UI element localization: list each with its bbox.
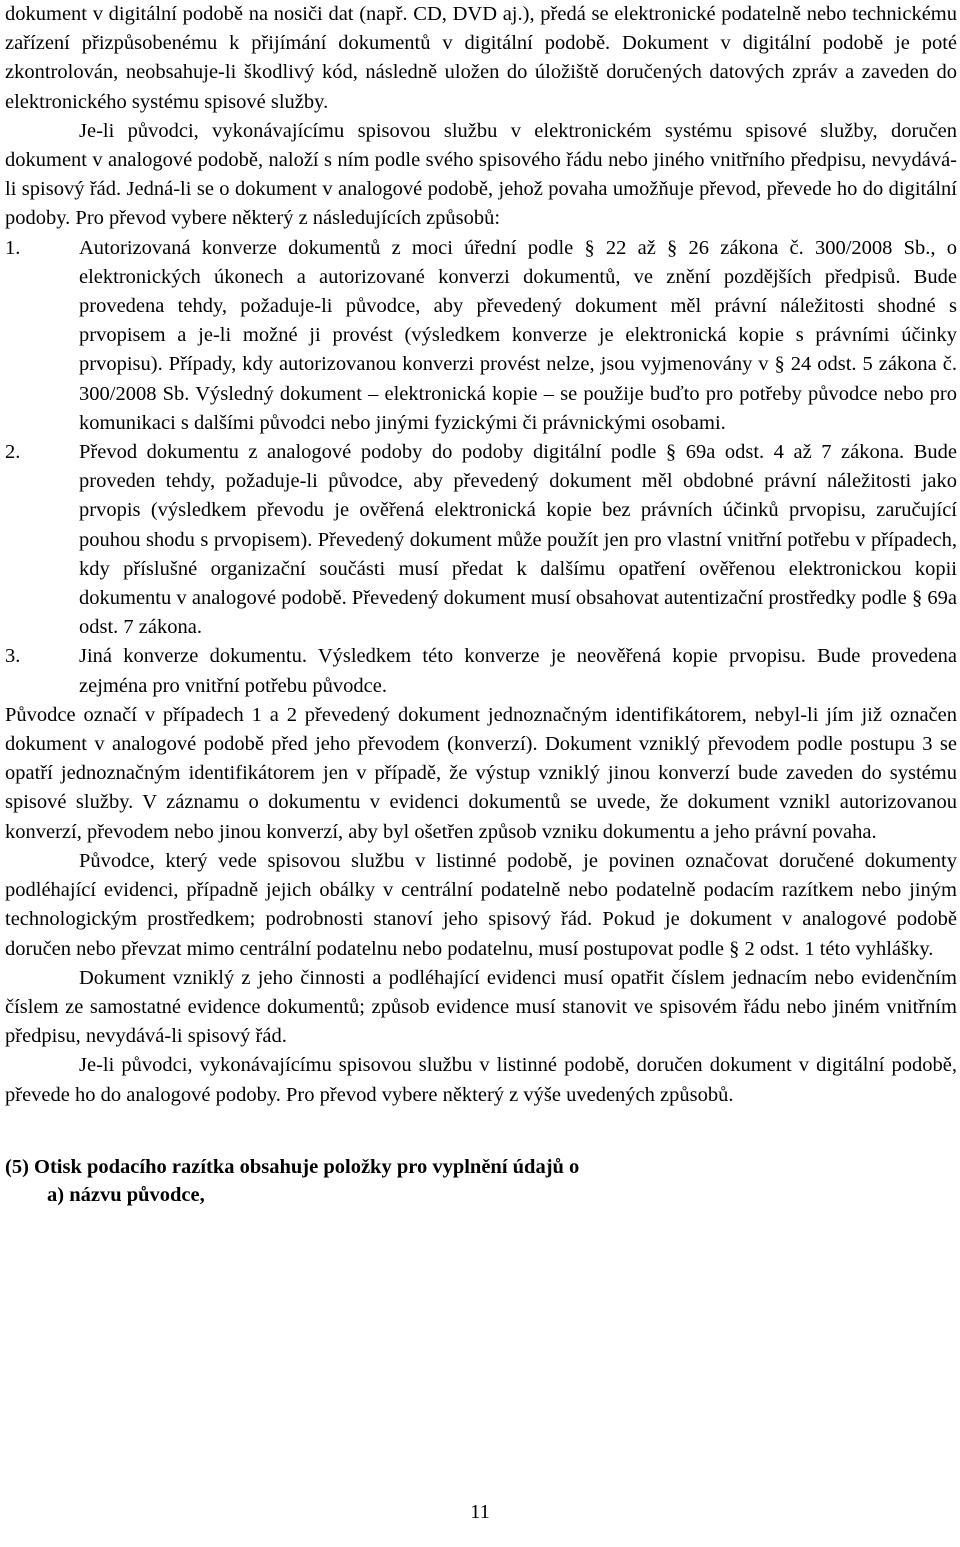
paragraph-analog-document: Je-li původci, vykonávajícímu spisovou službu v elektronickém systému spisové služby, doručen dokument v analogové podobě, naloží s ním podle svého spisového řádu nebo jiného vnitřního předpisu, nevydává-li spisový řád. Jedná-li se o dokument v analogové podobě, jehož povaha umožňuje převod, převede ho do digitální podoby. Pro převod vybere některý z následujících způsobů: xyxy=(5,119,957,230)
paragraph-continuation: dokument v digitální podobě na nosiči dat (např. CD, DVD aj.), předá se elektronické podatelně nebo technickému zařízení přizpůsobenému k přijímání dokumentů v digitální podobě. Dokument v digitální podobě je poté zkontrolován, neobsahuje-li škodlivý kód, následně uložen do úložiště doručených datových zpráv a zaveden do elektronického systému spisové služby. xyxy=(5,3,957,113)
list-item xyxy=(5,234,957,438)
list-item-text: Jiná konverze dokumentu. Výsledkem této konverze je neověřená kopie prvopisu. Bude provedena zejména pro vnitřní potřebu původce. xyxy=(79,645,957,697)
section-subitem: a) názvu původce, xyxy=(47,1183,205,1206)
document-page xyxy=(5,0,957,1209)
list-item-number: 3. xyxy=(5,645,21,668)
conversion-methods-list xyxy=(5,234,957,701)
paragraph-digital-to-analog: Je-li původci, vykonávajícímu spisovou službu v listinné podobě, doručen dokument v digitální podobě, převede ho do analogové podoby. Pro převod vybere některý z výše uvedených způsobů. xyxy=(5,1054,957,1106)
section-heading: (5) Otisk podacího razítka obsahuje položky pro vyplnění údajů o xyxy=(5,1155,580,1178)
paragraph-reference-number: Dokument vzniklý z jeho činnosti a podléhající evidenci musí opatřit číslem jednacím nebo evidenčním číslem ze samostatné evidence dokumentů; způsob evidence musí stanovit ve spisovém řádu nebo jiném vnitřním předpisu, nevydává-li spisový řád. xyxy=(5,966,957,1048)
list-item-text: Autorizovaná konverze dokumentů z moci úřední podle § 22 až § 26 zákona č. 300/2008 Sb., o elektronických úkonech a autorizované konverzi dokumentů, ve znění pozdějších předpisů. Bude provedena tehdy, požaduje-li původce, aby převedený dokument měl právní náležitosti shodné s prvopisem a je-li možné ji provést (výsledkem konverze je elektronická kopie s právními účinky prvopisu). Případy, kdy autorizovanou konverzi provést nelze, jsou vyjmenovány v § 24 odst. 5 zákona č. 300/2008 Sb. Výsledný dokument – elektronická kopie – se použije buďto pro potřeby původce nebo pro komunikaci s dalšími původci nebo jinými fyzickými či právnickými osobami. xyxy=(79,236,957,434)
paragraph-identifier: Původce označí v případech 1 a 2 převedený dokument jednoznačným identifikátorem, nebyl-li jím již označen dokument v analogové podobě před jeho převodem (konverzí). Dokument vzniklý převodem podle postupu 3 se opatří jednoznačným identifikátorem jen v případě, že výstup vzniklý jinou konverzí bude zaveden do systému spisové služby. V záznamu o dokumentu v evidenci dokumentů se uvede, že dokument vznikl autorizovanou konverzí, převodem nebo jinou konverzí, aby byl ošetřen způsob vzniku dokumentu a jeho právní povaha. xyxy=(5,703,957,843)
paragraph-listing-service: Původce, který vede spisovou službu v listinné podobě, je povinen označovat doručené dokumenty podléhající evidenci, případně jejich obálky v centrální podatelně nebo podatelně podacím razítkem nebo jiným technologickým prostředkem; podrobnosti stanoví jeho spisový řád. Pokud je dokument v analogové podobě doručen nebo převzat mimo centrální podatelnu nebo podatelnu, musí postupovat podle § 2 odst. 1 této vyhlášky. xyxy=(5,849,957,960)
list-item-text: Převod dokumentu z analogové podoby do podoby digitální podle § 69a odst. 4 až 7 zákona. Bude proveden tehdy, požaduje-li původce, aby převedený dokument měl obdobné právní náležitosti jako prvopis (výsledkem převodu je ověřená elektronická kopie bez právních účinků prvopisu, zaručující pouhou shodu s prvopisem). Převedený dokument může použít jen pro vlastní vnitřní potřebu v případech, kdy příslušné organizační součásti musí předat k dalšímu opatření ověřenou elektronickou kopii dokumentu v analogové podobě. Převedený dokument musí obsahovat autentizační prostředky podle § 69a odst. 7 zákona. xyxy=(79,441,957,639)
list-item xyxy=(5,438,957,642)
list-item xyxy=(5,642,957,700)
page-number: 11 xyxy=(470,1501,490,1523)
list-item-number: 2. xyxy=(5,441,21,464)
list-item-number: 1. xyxy=(5,236,21,259)
